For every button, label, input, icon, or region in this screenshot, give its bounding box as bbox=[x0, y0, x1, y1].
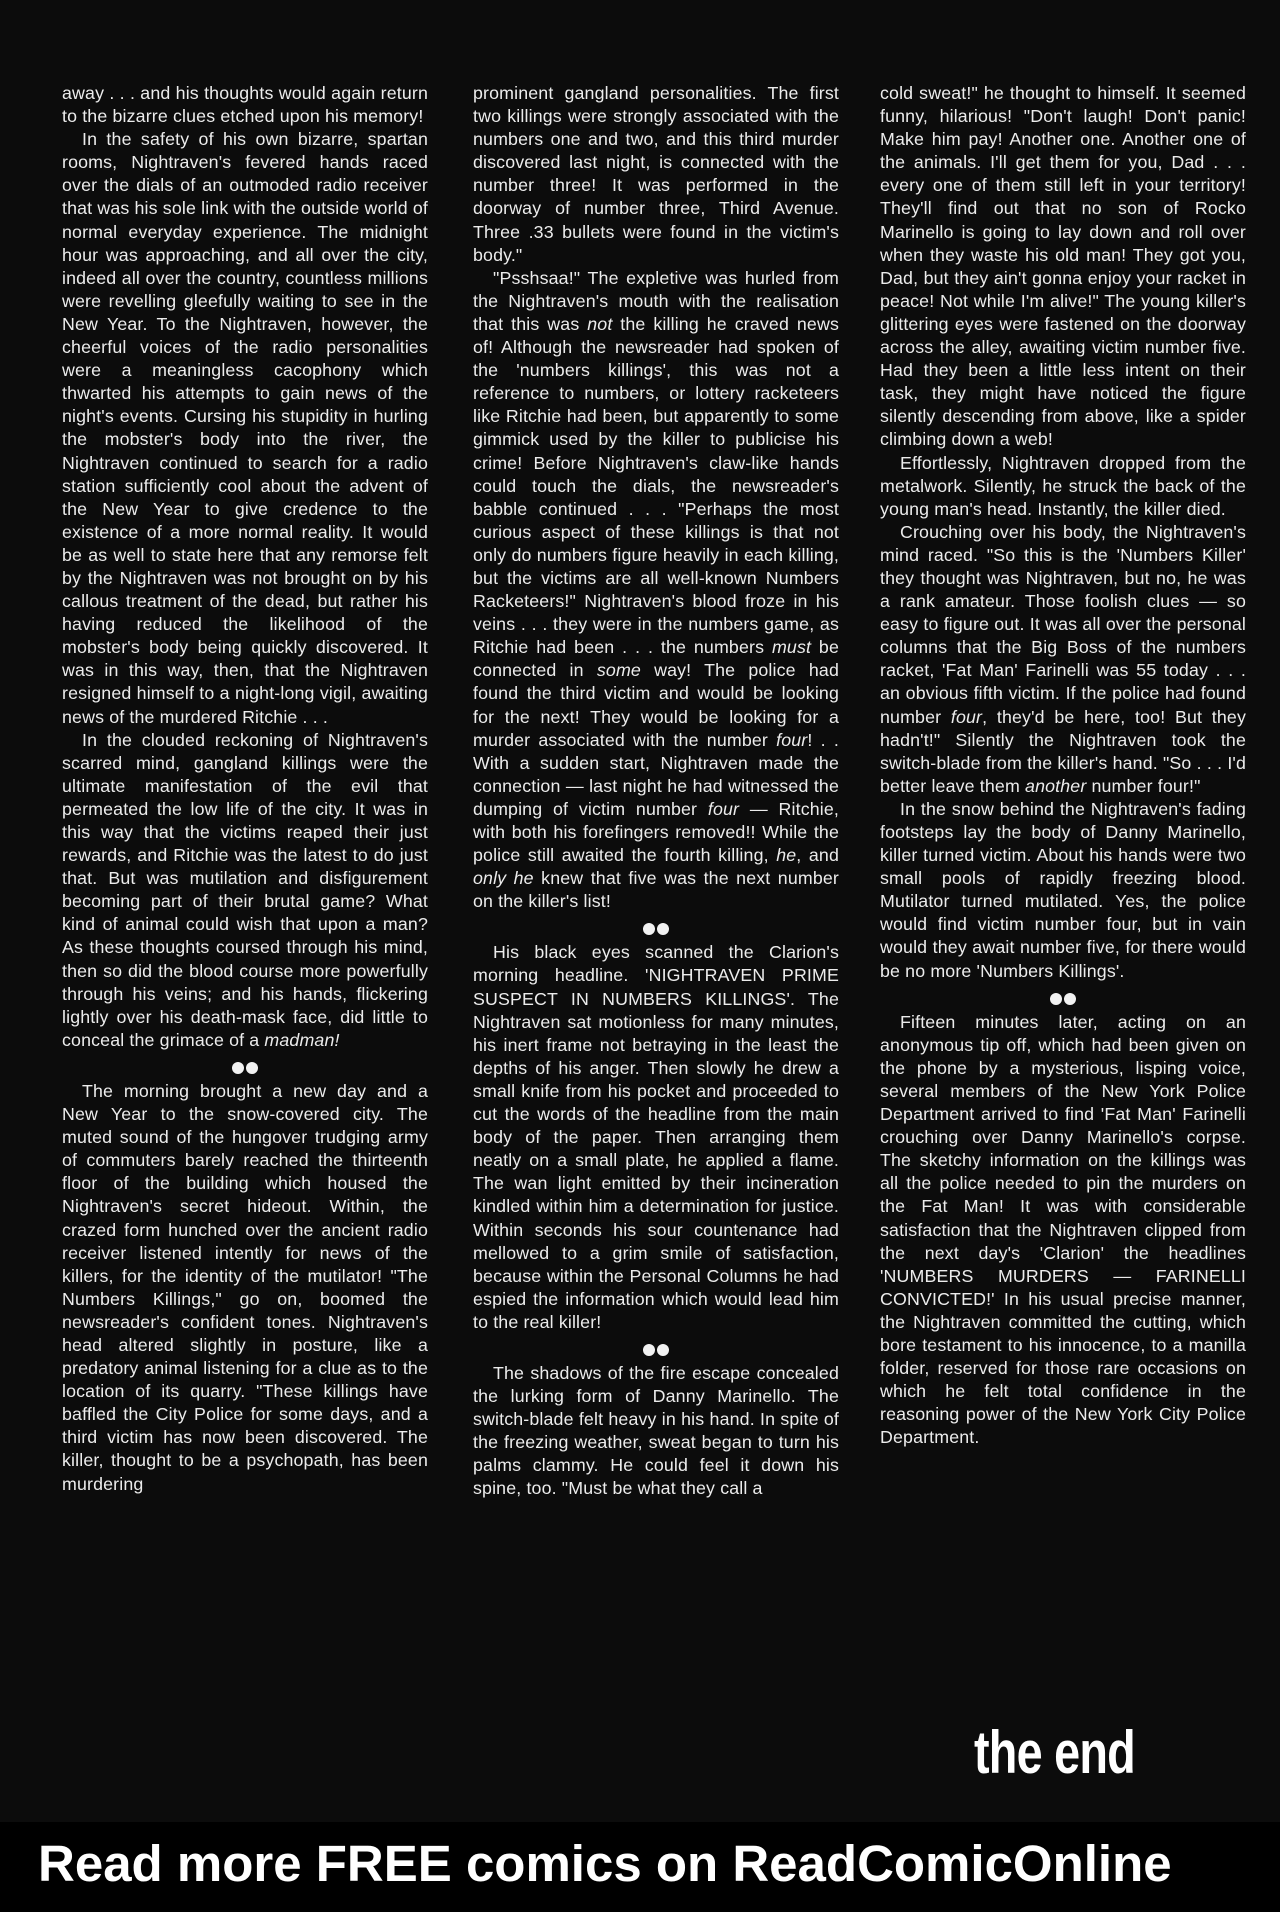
emphasis: some bbox=[596, 660, 641, 681]
paragraph: The shadows of the fire escape concealed the lurking form of Danny Marinello. The switch-blade felt heavy in his hand. In spite of the freezing weather, sweat began to turn his palms clammy. He could feel it down his spine, too. "Must be what they call a bbox=[473, 1362, 839, 1499]
paragraph: Crouching over his body, the Nightraven's mind raced. "So this is the 'Numbers Killer' they thought was Nightraven, but no, he was a rank amateur. Those foolish clues — so easy to figure out. It was all over the personal columns that the Big Boss of the numbers racket, 'Fat Man' Farinelli was 55 today . . . an obvious fifth victim. If the police had found number four, they'd be here, too! But they hadn't!" Silently the Nightraven took the switch-blade from the killer's hand. "So . . . I'd better leave them another number four!" bbox=[880, 521, 1247, 796]
emphasis: madman! bbox=[264, 1029, 340, 1050]
the-end-title: the end bbox=[974, 1719, 1135, 1786]
footer-link-text[interactable]: Read more FREE comics on ReadComicOnline bbox=[38, 1835, 1172, 1892]
paragraph: Fifteen minutes later, acting on an anonymous tip off, which had been given on the phone by a mysterious, lisping voice, several members of the New York Police Department arrived to find 'Fat Man' Farinelli crouching over Danny Marinello's corpse. The sketchy information on the killings was all the police needed to pin the murders on the Fat Man! It was with considerable satisfaction that the Nightraven clipped from the next day's 'Clarion' the headlines 'NUMBERS MURDERS — FARINELLI CONVICTED!' In his usual precise manner, the Nightraven committed the cutting, which bore testament to his innocence, to a manilla folder, reserved for those rare occasions on which he felt total confidence in the reasoning power of the New York City Police Department. bbox=[880, 1011, 1246, 1448]
paragraph: In the snow behind the Nightraven's fading footsteps lay the body of Danny Marinello, killer turned victim. About his hands were two small pools of rapidly freezing blood. Mutilator turned mutilated. Yes, the police would find victim number four, but in vain would they await number five, for there would be no more 'Numbers Killings'. bbox=[880, 798, 1246, 981]
footer-banner bbox=[0, 1822, 1280, 1912]
section-break bbox=[880, 989, 1246, 1009]
column-1 bbox=[62, 82, 428, 1496]
paragraph: away . . . and his thoughts would again return to the bizarre clues etched upon his memory! bbox=[62, 83, 428, 127]
emphasis: another bbox=[1025, 775, 1087, 796]
emphasis: four bbox=[707, 798, 740, 819]
paragraph: cold sweat!" he thought to himself. It seemed funny, hilarious! "Don't laugh! Don't panic! Make him pay! Another one. Another one of the animals. I'll get them for you, Dad . . . every one of them still left in your territory! They'll find out that no son of Rocko Marinello is going to lay down and roll over when they waste his old man! They got you, Dad, but they ain't gonna enjoy your racket in peace! Not while I'm alive!" The young killer's glittering eyes were fastened on the doorway across the alley, awaiting victim number five. Had they been a little less intent on their task, they might have noticed the figure silently descending from above, like a spider climbing down a web! bbox=[880, 83, 1246, 450]
emphasis: he bbox=[776, 845, 797, 866]
section-break bbox=[62, 1058, 428, 1078]
column-3 bbox=[880, 82, 1246, 1449]
emphasis: four bbox=[776, 729, 808, 750]
paragraph: "Psshsaa!" The expletive was hurled from the Nightraven's mouth with the realisation that this was not the killing he craved news of! Although the newsreader had spoken of the 'numbers killings', this was not a reference to numbers, or lottery racketeers like Ritchie had been, but apparently to some gimmick used by the killer to publicise his crime! Before Nightraven's claw-like hands could touch the dials, the newsreader's babble continued . . . "Perhaps the most curious aspect of these killings is that not only do numbers figure heavily in each killing, but the victims are all well-known Numbers Racketeers!" Nightraven's blood froze in his veins . . . they were in the numbers game, as Ritchie had been . . . the numbers must be connected in some way! The police had found the third victim and would be looking for the next! They would be looking for a murder associated with the number four! . . With a sudden start, Nightraven made the connection — last night he had witnessed the dumping of victim number four — Ritchie, with both his forefingers removed!! While the police still awaited the fourth killing, he, and only he knew that five was the next number on the killer's list! bbox=[473, 267, 839, 912]
paragraph: Effortlessly, Nightraven dropped from the metalwork. Silently, he struck the back of the young man's head. Instantly, the killer died. bbox=[880, 452, 1246, 519]
section-break bbox=[473, 1340, 839, 1360]
emphasis: not bbox=[587, 313, 613, 334]
paragraph: prominent gangland personalities. The first two killings were strongly associated with the numbers one and two, and this third murder discovered last night, is connected with the number three! It was performed in the doorway of number three, Third Avenue. Three .33 bullets were found in the victim's body." bbox=[473, 83, 839, 265]
paragraph: In the safety of his own bizarre, spartan rooms, Nightraven's fevered hands raced over the dials of an outmoded radio receiver that was his sole link with the outside world of normal everyday experience. The midnight hour was approaching, and all over the city, indeed all over the country, countless millions were revelling gleefully waiting to see in the New Year. To the Nightraven, however, the cheerful voices of the radio personalities were a meaningless cacophony which thwarted his attempts to gain news of the night's events. Cursing his stupidity in hurling the mobster's body into the river, the Nightraven continued to search for a radio station sufficiently cool about the advent of the New Year to give credence to the existence of a more normal reality. It would be as well to state here that any remorse felt by the Nightraven was not brought on by his callous treatment of the dead, but rather his having reduced the likelihood of the mobster's body being quickly discovered. It was in this way, then, that the Nightraven resigned himself to a night-long vigil, awaiting news of the murdered Ritchie . . . bbox=[62, 129, 428, 727]
emphasis: must bbox=[771, 637, 812, 658]
paragraph: The morning brought a new day and a New Year to the snow-covered city. The muted sound of the hungover trudging army of commuters barely reached the thirteenth floor of the building which housed the Nightraven's secret hideout. Within, the crazed form hunched over the ancient radio receiver listened intently for news of the killers, for the identity of the mutilator! "The Numbers Killings," go on, boomed the newsreader's confident tones. Nightraven's head altered slightly in posture, like a predatory animal listening for a clue as to the location of its quarry. "These killings have baffled the City Police for some days, and a third victim has now been discovered. The killer, thought to be a psychopath, has been murdering bbox=[62, 1080, 428, 1494]
emphasis: only he bbox=[473, 868, 534, 889]
section-break bbox=[473, 919, 839, 939]
column-2 bbox=[473, 82, 839, 1501]
paragraph: In the clouded reckoning of Nightraven's scarred mind, gangland killings were the ultimate manifestation of the evil that permeated the low life of the city. It was in this way that the victims reaped their just rewards, and Ritchie was the latest to do just that. But was mutilation and disfigurement becoming part of their brutal game? What kind of animal could wish that upon a man? As these thoughts coursed through his mind, then so did the blood course more powerfully through his veins; and his hands, flickering lightly over his death-mask face, did little to conceal the grimace of a madman! bbox=[62, 729, 428, 1050]
emphasis: four bbox=[950, 706, 983, 727]
paragraph: His black eyes scanned the Clarion's morning headline. 'NIGHTRAVEN PRIME SUSPECT IN NUMBERS KILLINGS'. The Nightraven sat motionless for many minutes, his inert frame not betraying in the least the depths of his anger. Then slowly he drew a small knife from his pocket and proceeded to cut the words of the headline from the main body of the paper. Then arranging them neatly on a small plate, he applied a flame. The wan light emitted by their incineration kindled within him a determination for justice. Within seconds his sour countenance had mellowed to a grim smile of satisfaction, because within the Personal Columns he had espied the information which would lead him to the real killer! bbox=[473, 942, 839, 1332]
text-columns bbox=[62, 82, 1250, 1722]
